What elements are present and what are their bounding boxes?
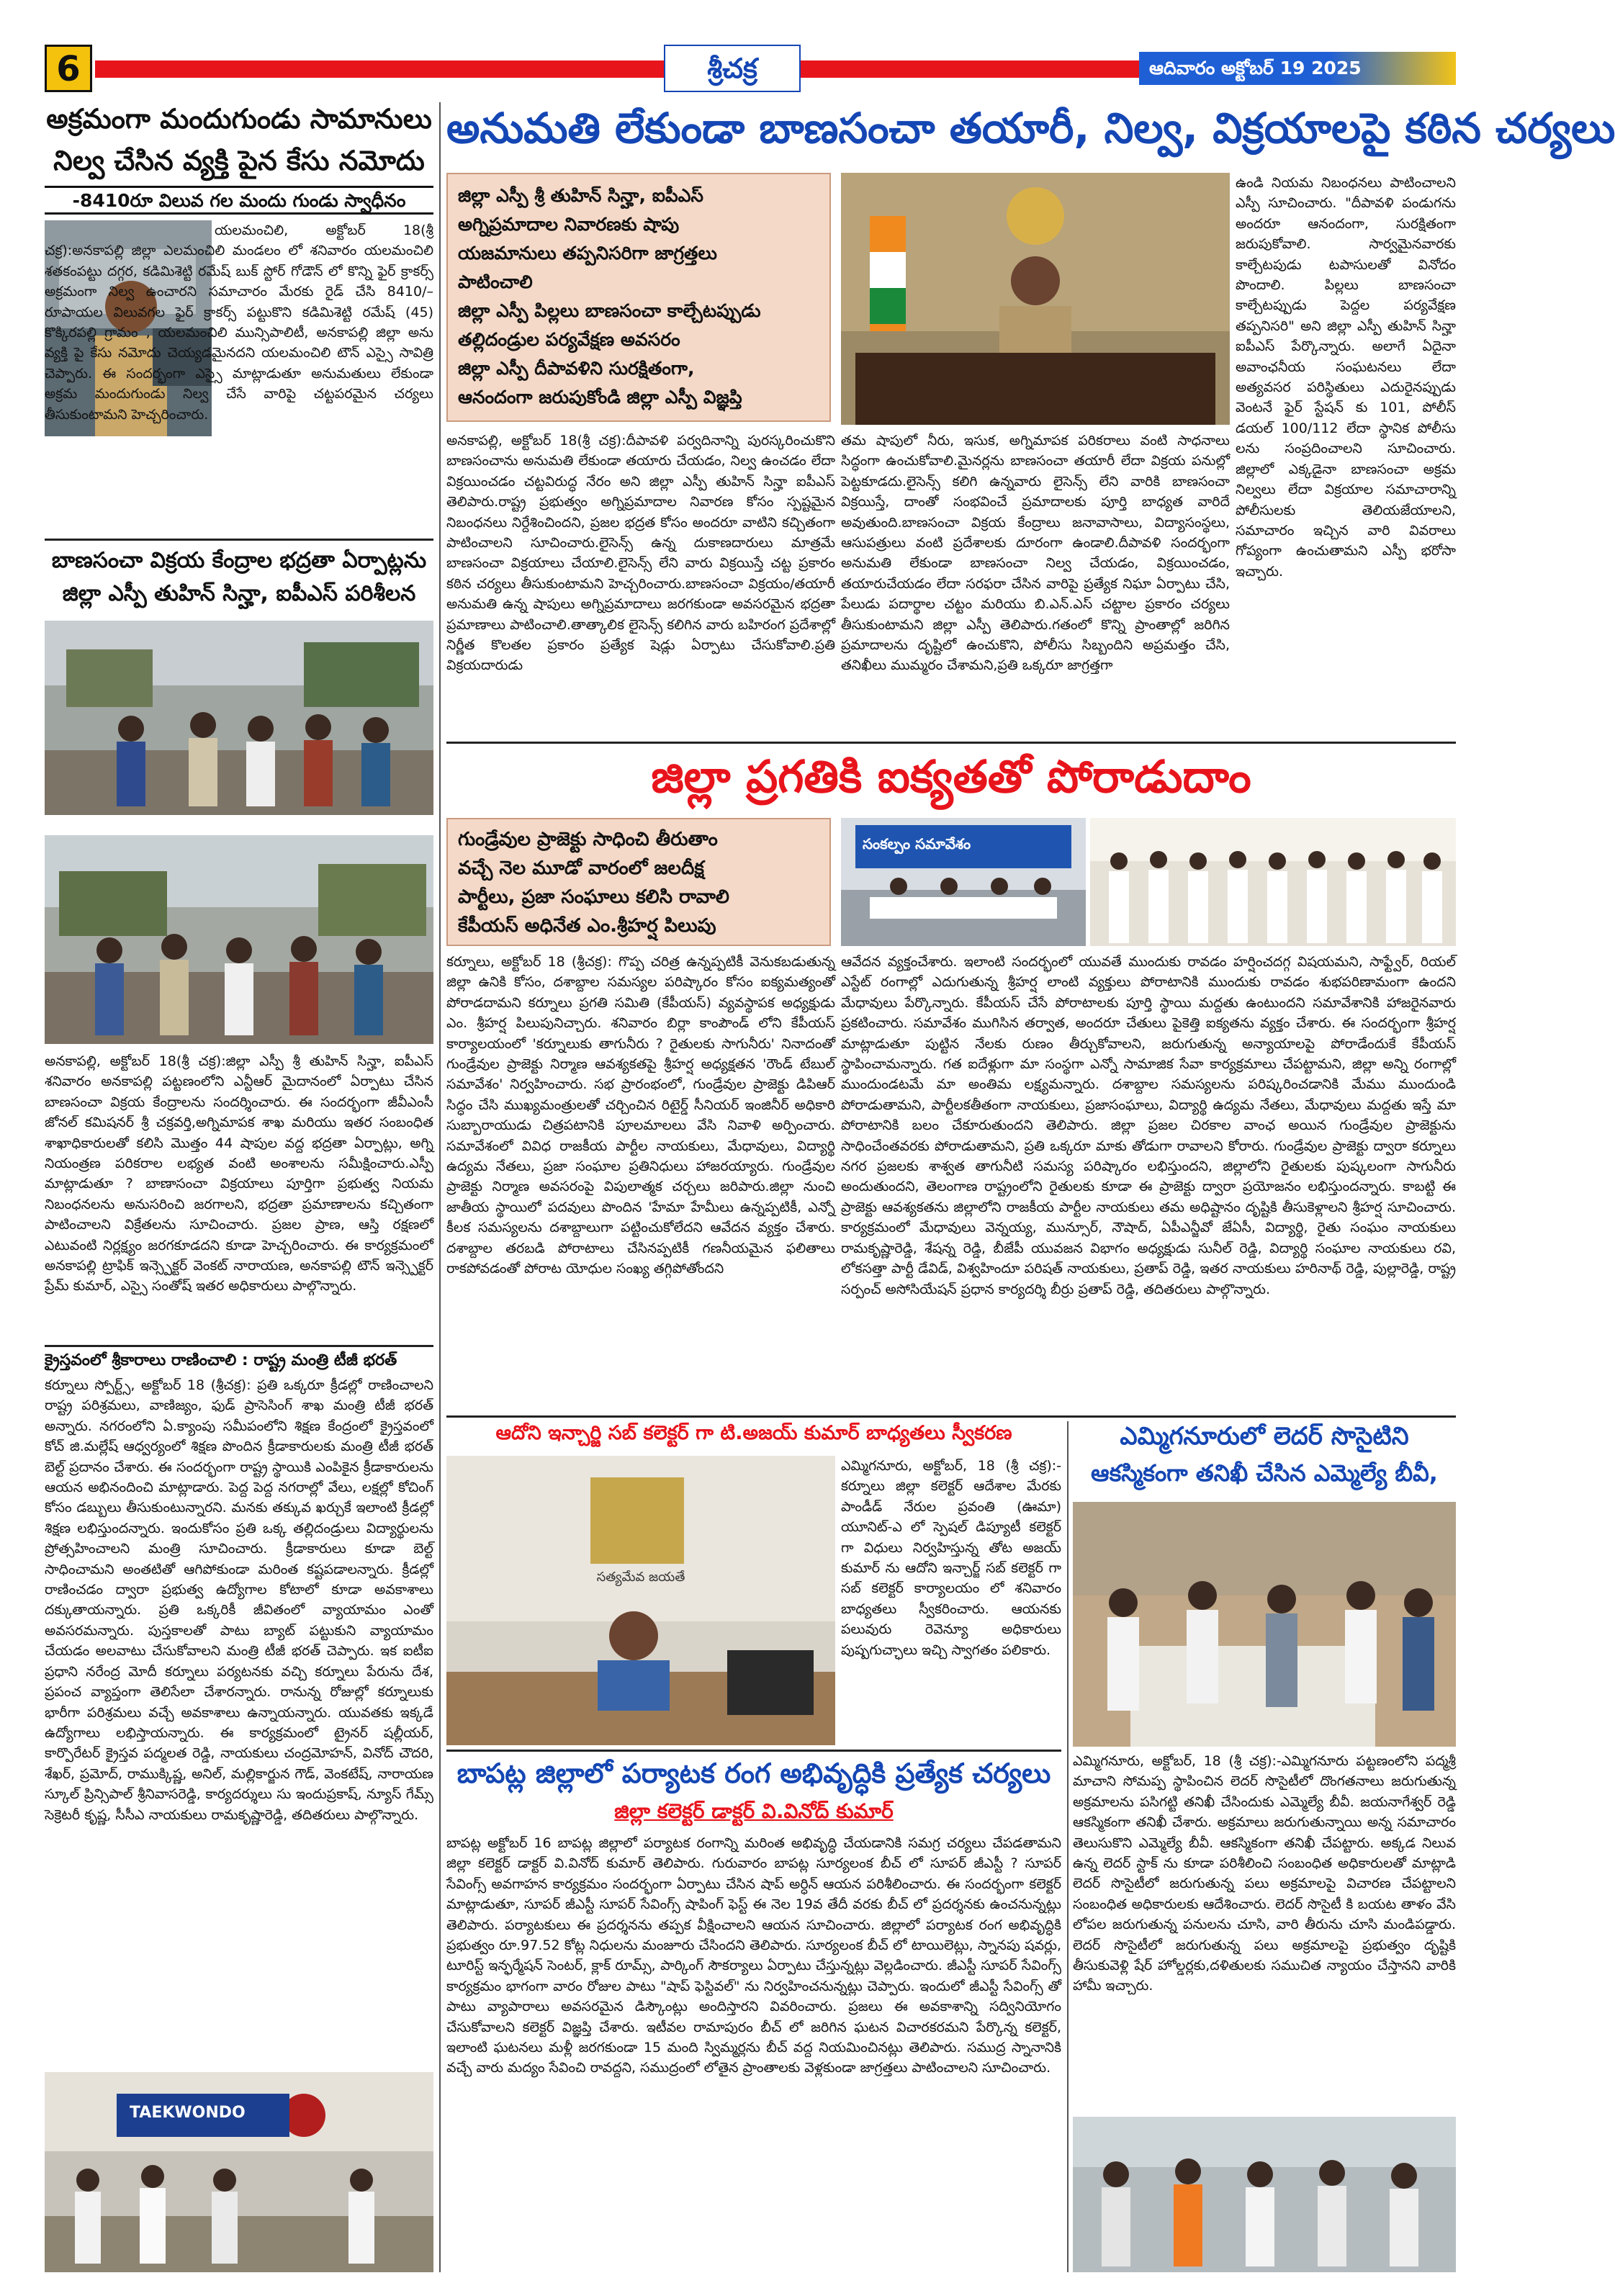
story7-photo — [1073, 1502, 1456, 1747]
story1-headline-1: అక్రమంగా మందుగుండు సామానులు — [46, 103, 432, 135]
story5-box-line: వచ్చే నెల మూడో వారంలో జలదీక్ష — [458, 857, 704, 879]
story4-divider — [446, 742, 1456, 744]
column-rule-left — [439, 102, 441, 2272]
story4-body-right: ఉండి నియమ నిబంధనలు పాటించాలని ఎస్పీ సూచించారు. "దీపావళి పండుగను అందరూ ఆనందంగా, సురక్షితంగా జరుపుకోవాలి. సార్వమైనవారకు కాల్చేటపుడు టపాసులతో వినోదం పొందాలి. పిల్లలు బాణసంచా కాల్చేటప్పుడు పెద్దల పర్యవేక్షణ తప్పనిసరి" అని జిల్లా ఎస్పీ తుహిన్ సిన్హా ఐపీఎస్ పేర్కొన్నారు. అలాగే ఏదైనా అవాంఛనీయ సంఘటనలు లేదా అత్యవసర పరిస్థితులు ఎదురైనప్పుడు వెంటనే ఫైర్ స్టేషన్ కు 101, పోలీస్ డయల్ 100/112 లేదా స్థానిక పోలీసు లను సంప్రదించాలని సూచించారు. జిల్లాలో ఎక్కడైనా బాణసంచా అక్రమ నిల్వలు లేదా విక్రయాల సమాచారాన్ని పోలీసులకు తెలియజేయాలని, సమాచారం ఇచ్చిన వారి వివరాలు గోప్యంగా ఉంచుతామని ఎస్పీ భరోసా ఇచ్చారు. — [1236, 175, 1456, 580]
story4-photo — [841, 173, 1230, 425]
story4-body-left: అనకాపల్లి, అక్టోబర్ 18(శ్రీ చక్ర):దీపావళి పర్వదినాన్ని పురస్కరించుకొని బాణసంచాను అనుమతి లేకుండా తయారు చేయడం, నిల్వ ఉంచడం లేదా విక్రయించడం చట్టవిరుద్ధ నేరం అని జిల్లా ఎస్పీ తుహిన్ సిన్హా ఐపీఎస్ తెలిపారు.రాష్ట్ర ప్రభుత్వం అగ్నిప్రమాదాల నివారణ కోసం స్పష్టమైన నిబంధనలు నిర్దేశించిందని, ప్రజల భద్రత కోసం అందరూ వాటిని కచ్చితంగా పాటించాలని సూచించారు.లైసెన్స్ ఉన్న దుకాణదారులు మాత్రమే బాణసంచా విక్రయాలు చేయాలి.లైసెన్స్ లేని వారు విక్రయిస్తే చట్ట ప్రకారం కఠిన చర్యలు తీసుకుంటామని హెచ్చరించారు.బాణసంచా విక్రయం/తయారీ అనుమతి ఉన్న షాపులు అగ్నిప్రమాదాలు జరగకుండా అవసరమైన భద్రతా ప్రమాణాలు పాటించాలి.తాత్కాలిక లైసెన్స్ కలిగిన వారు బహిరంగ ప్రదేశాల్లో నిర్ణీత కొలతల ప్రకారం ప్రత్యేక షెడ్లు ఏర్పాటు చేసుకోవాలి.ప్రతి విక్రయదారుడు — [446, 433, 835, 674]
story4-box-line: జిల్లా ఎస్పీ దీపావళిని సురక్షితంగా, — [458, 358, 695, 379]
story4-box-line: జిల్లా ఎస్పీ శ్రీ తుహిన్ సిన్హా, ఐపీఎస్ — [458, 185, 703, 206]
photo-banner-label: TAEKWONDO — [130, 2104, 246, 2122]
masthead-date: ఆదివారం అక్టోబర్ 19 2025 — [1149, 58, 1362, 78]
story7-photo-2 — [1073, 2117, 1456, 2272]
story5-box-line: పార్టీలు, ప్రజా సంఘాలు కలిసి రావాలి — [458, 886, 729, 908]
story5-body-right: ఆవేదన వ్యక్తంచేశారు. ఇలాంటి సందర్భంలో యువతే ముందుకు రావడం హర్షించదగ్గ విషయమని, సాఫ్ట్వేర్, రియల్ ఎస్టేట్ రంగాల్లో ఎదుగుతున్న శ్రీహర్ష లాంటి వ్యక్తులు పోరాటానికి ముందుకు రావడం శుభపరిణామంగా ఉందని మేధావులు పేర్కొన్నారు. కేపీయస్ చేసే పోరాటాలకు పూర్తి స్థాయి మద్దతు ఉంటుందని సమావేశానికి హాజరైనవారు ప్రకటించారు. సమావేశం ముగిసిన తర్వాత, అందరూ చేతులు పైకెత్తి ఐక్యతను వ్యక్తం చేశారు. ఈ సందర్భంగా శ్రీహర్ష మాట్లాడుతూ పుట్టిన నేలకు రుణం తీర్చుకోవాలని, జరుగుతున్న అన్యాయాలపై పోరాడేందుకే కేపీయస్ స్థాపించామన్నారు. గత ఐదేళ్లుగా మా సంస్థగా ఎన్నో సామాజిక సేవా కార్యక్రమాలు చేపట్టామని, జిల్లా అన్ని రంగాల్లో ముందుండటమే మా అంతిమ లక్ష్యమన్నారు. దశాబ్దాల సమస్యలను పరిష్కరించడానికి మేము ముందుండి పోరాడుతామని, పార్టీలకతీతంగా నాయకులు, ప్రజాసంఘాలు, విద్యార్థి ఉద్యమ నేతలు, మేధావులు మద్దతు ఇస్తే మా పోరాటానికి బలం చేకూరుతుందని తెలిపారు. జిల్లా ప్రజల చిరకాల వాంఛ అయిన గుండ్రేవుల ప్రాజెక్టును సాధించేంతవరకు పోరాడుతామని, ప్రతి ఒక్కరూ మాకు తోడుగా రావాలని కోరారు. గుండ్రేవుల ప్రాజెక్టు ద్వారా కర్నూలు నగర ప్రజలకు శాశ్వత తాగునీటి సమస్య పరిష్కారం లభిస్తుందని, జిల్లాలోని రైతులకు పుష్కలంగా సాగునీరు అందుతుందని, తెలంగాణ రాష్ట్రంలోని రైతులకు కూడా ఈ ప్రాజెక్టు ద్వారా ప్రయోజనం లభిస్తుందన్నారు. కాబట్టి ఈ ప్రాజెక్టు ఆవశ్యకతను జిల్లాలోని రాజకీయ పార్టీల నాయకులు తమ అధిష్టానం దృష్టికి తీసుకెళ్లాలని శ్రీహర్ష సూచించారు. కార్యక్రమంలో మేధావులు వెన్నయ్య, మున్సూర్, నౌషాద్, ఏపీఎన్జీవో జేఏసీ, విద్యార్థి, రైతు సంఘం నాయకులు రామకృష్ణారెడ్డి, శేషన్న రెడ్డి, బీజేపీ యువజన విభాగం అధ్యక్షుడు సునీల్ రెడ్డి, విద్యార్థి సంఘాల నాయకులు రవి, లోకసత్తా పార్టీ డేవిడ్, విశ్వహిందూ పరిషత్ నాయకులు, ప్రతాప్ రెడ్డి, ఇతర నాయకులు హరినాథ్ రెడ్డి, పుల్లారెడ్డి, రాష్ట్ర సర్పంచ్ అసోసియేషన్ ప్రధాన కార్యదర్శి బీర్రు ప్రతాప్ రెడ్డి, తదితరులు పాల్గొన్నారు. — [841, 954, 1456, 1297]
story4-headline: అనుమతి లేకుండా బాణసంచా తయారీ, నిల్వ, విక్రయాలపై కఠిన చర్యలు — [446, 104, 1615, 153]
story1-headline-2: నిల్వ చేసిన వ్యక్తి పైన కేసు నమోదు — [53, 145, 425, 176]
story7-body: ఎమ్మిగనూరు, అక్టోబర్, 18 (శ్రీ చక్ర):-ఎమ్మిగనూరు పట్టణంలోని పద్మశ్రీ మాచాని సోమప్ప స్థాపించిన లెదర్ సొసైటీలో దొంగతనాలు జరుగుతున్న అక్రమాలను పసిగట్టి తనిఖీ చేసిందుకు ఎమ్మెల్యే బీవీ. జయనాగేశ్వర్ రెడ్డి ఆకస్మికంగా తనిఖీ చేశారు. అక్రమాలు జరుగుతున్నాయి అన్న సమాచారం తెలుసుకొని ఎమ్మెల్యే బీవీ. ఆకస్మికంగా తనిఖీ చేపట్టారు. అక్కడ నిలువ ఉన్న లెదర్ స్టాక్ ను కూడా పరిశీలించి సంబంధిత అధికారులతో మాట్లాడి లెదర్ సొసైటీలో జరుగుతున్న పలు అక్రమాలపై విచారణ చేపట్టాలని సంబంధిత అధికారులకు ఆదేశించారు. లెదర్ సొసైటీ కి బయట తాళం వేసి లోపల జరుగుతున్న పనులను చూసి, వారి తీరును చూసి మండిపడ్డారు. లెదర్ సొసైటీలో జరుగుతున్న పలు అక్రమాలపై ప్రభుత్వం దృష్టికి తీసుకువెళ్లి షేర్ హోల్డర్లకు,దళితులకు సముచిత న్యాయం చేస్తానని వారికి హామీ ఇచ్చారు. — [1073, 1753, 1456, 1994]
story2-headline-1: బాణసంచా విక్రయ కేంద్రాల భద్రతా ఏర్పాట్లను — [51, 548, 427, 573]
masthead-date-bar — [1139, 52, 1456, 85]
story6-body: ఎమ్మిగనూరు, అక్టోబర్, 18 (శ్రీ చక్ర):-కర్నూలు జిల్లా కలెక్టర్ ఆదేశాల మేరకు పాండీడ్ నేరుల ప్రవంతి (ఊమా) యూనిట్-ఎ లో స్పెషల్ డిప్యూటీ కలెక్టర్ గా విధులు నిర్వహిస్తున్న తోట అజయ్ కుమార్ ను ఆదోని ఇన్చార్జ్ సబ్ కలెక్టర్ గా సబ్ కలెక్టర్ కార్యాలయం లో శనివారం బాధ్యతలు స్వీకరించారు. ఆయనకు పలువురు రెవెన్యూ అధికారులు పుష్పగుచ్ఛాలు ఇచ్చి స్వాగతం పలికారు. — [841, 1458, 1061, 1658]
story7-headline-2: ఆకస్మికంగా తనిఖీ చేసిన ఎమ్మెల్యే బీవీ, — [1091, 1459, 1438, 1487]
story4-box-line: ఆనందంగా జరుపుకోండి జిల్లా ఎస్పీ విజ్ఞప్తి — [458, 387, 742, 408]
story4-box-line: పాటించాలి — [458, 271, 533, 292]
story8-headline: బాపట్ల జిల్లాలో పర్యాటక రంగ అభివృద్ధికి ప్రత్యేక చర్యలు — [456, 1757, 1051, 1789]
story1-subhead: -8410రూ విలువ గల మందు గుండు స్వాధీనం — [72, 190, 406, 211]
story5-body-left: కర్నూలు, అక్టోబర్ 18 (శ్రీచక్ర): గొప్ప చరిత్ర ఉన్నప్పటికీ వెనుకబడుతున్న జిల్లా ఉనికి కోసం, దశాబ్దాల సమస్యల పరిష్కారం కోసం ఐక్యమత్యంతో పోరాడదామని కర్నూలు ప్రగతి సమితి (కేపీయస్) వ్యవస్థాపక అధ్యక్షుడు ఎం. శ్రీహర్ష పిలుపునిచ్చారు. శనివారం బిర్లా కాంపౌండ్ లోని కేపీయస్ కార్యాలయంలో 'కర్నూలుకు తాగునీరు ? రైతులకు సాగునీరు' నినాదంతో గుండ్రేవుల ప్రాజెక్టు నిర్మాణ ఆవశ్యకతపై శ్రీహర్ష అధ్యక్షతన 'రౌండ్ టేబుల్ సమావేశం' నిర్వహించారు. సభ ప్రారంభంలో, గుండ్రేవుల ప్రాజెక్టు డిపిఆర్ సిద్ధం చేసి ముఖ్యమంత్రులతో చర్చించిన రిటైర్డ్ సీనియర్ ఇంజినీర్ అధికారి సుబ్బారాయుడు చిత్రపటానికి పూలమాలలు వేసి నివాళి అర్పించారు. సమావేశంలో వివిధ రాజకీయ పార్టీల నాయకులు, మేధావులు, విద్యార్థి ఉద్యమ నేతలు, ప్రజా సంఘాల ప్రతినిధులు హాజరయ్యారు. గుండ్రేవుల ప్రాజెక్టు నిర్మాణ అవసరంపై విపులాత్మక చర్చలు జరిపారు.జిల్లా నుంచి జాతీయ స్థాయిలో పదవులు పొందిన 'హేమా హేమీలు ఉన్నప్పటికీ, ఎన్నో కీలక సమస్యలను దశాబ్దాలుగా పట్టించుకోలేదని ఆవేదన వ్యక్తం చేశారు. దశాబ్దాల తరబడి పోరాటాలు చేసినప్పటికీ గణనీయమైన ఫలితాలు రాకపోవడంతో పోరాట యోధుల సంఖ్య తగ్గిపోతోందని — [446, 954, 835, 1277]
story4-box-line: తల్లిదండ్రుల పర్యవేక్షణ అవసరం — [458, 329, 680, 350]
story5-box-line: గుండ్రేవుల ప్రాజెక్టు సాధించి తీరుతాం — [458, 829, 718, 850]
story4-box-line: యజమానులు తప్పనిసరిగా జాగ్రత్తలు — [458, 243, 717, 264]
story2-body: అనకాపల్లి, అక్టోబర్ 18(శ్రీ చక్ర):జిల్లా ఎస్పీ శ్రీ తుహిన్ సిన్హా, ఐపీఎస్ శనివారం అనకాపల్లి పట్టణంలోని ఎన్టీఆర్ మైదానంలో ఏర్పాటు చేసిన బాణసంచా విక్రయ కేంద్రాలను సందర్శించారు. ఈ సందర్భంగా జీవీఎంసీ జోనల్ కమిషనర్ శ్రీ చక్రవర్తి,అగ్నిమాపక శాఖ మరియు ఇతర సంబంధిత శాఖాధికారులతో కలిసి మొత్తం 44 షాపుల వద్ద భద్రతా ఏర్పాట్లు, అగ్ని నియంత్రణ పరికరాల లభ్యత వంటి అంశాలను సమీక్షించారు.ఎస్పీ మాట్లాడుతూ ? బాణాసంచా విక్రయాలు పూర్తిగా ప్రభుత్వ నియమ నిబంధనలను అనుసరించి జరగాలని, భద్రతా ప్రమాణాలను కచ్చితంగా పాటించాలని విక్రేతలను సూచించారు. ప్రజల ప్రాణ, ఆస్తి రక్షణలో ఎటువంటి నిర్లక్ష్యం జరగకూడదని కూడా హెచ్చరించారు. ఈ కార్యక్రమంలో అనకాపల్లి ట్రాఫిక్ ఇన్స్పెక్టర్ వెంకట్ నారాయణ, అనకాపల్లి టౌన్ ఇన్స్పెక్టర్ ప్రేమ్ కుమార్, ఎస్సై సంతోష్ ఇతర అధికారులు పాల్గొన్నారు. — [45, 1053, 433, 1295]
logo-text: శ్రీచక్ర — [707, 53, 757, 84]
story2-headline-2: జిల్లా ఎస్పీ తుహిన్ సిన్హా, ఐపీఎస్ పరిశీలన — [62, 581, 416, 606]
story5-box-line: కేపీయస్ అధినేత ఎం.శ్రీహర్ష పిలుపు — [458, 915, 716, 937]
story1-subhead-box — [45, 186, 433, 215]
column-rule-right — [1067, 1421, 1069, 2272]
story5-headline: జిల్లా ప్రగతికి ఐక్యతతో పోరాడుదాం — [651, 750, 1251, 803]
story5-banner-text: సంకల్పం సమావేశం — [863, 835, 971, 852]
story3-headline: క్రైస్తవంలో శ్రీకారాలు రాణించాలి : రాష్ట్ర మంత్రి టీజీ భరత్ — [45, 1351, 397, 1369]
story7-headline-1: ఎమ్మిగనూరులో లెదర్ సొసైటిని — [1120, 1422, 1409, 1451]
story8-subhead: జిల్లా కలెక్టర్ డాక్టర్ వి.వినోద్ కుమార్ — [614, 1799, 894, 1823]
story1-divider — [45, 539, 433, 541]
story6-divider — [446, 1750, 1061, 1752]
story5-divider — [446, 1415, 1456, 1418]
story4-box-line: అగ్నిప్రమాదాల నివారణకు షాపు — [458, 214, 680, 235]
story8-body: బాపట్ల అక్టోబర్ 16 బాపట్ల జిల్లాలో పర్యాటక రంగాన్ని మరింత అభివృద్ధి చేయడానికి సమగ్ర చర్యలు చేపడతామని జిల్లా కలెక్టర్ డాక్టర్ వి.వినోద్ కుమార్ తెలిపారు. గురువారం బాపట్ల సూర్యలంక బీచ్ లో సూపర్ జీఎస్టీ ? సూపర్ సేవింగ్స్ అవగాహన కార్యక్రమం సందర్భంగా ఏర్పాటు చేసిన షాప్ అర్ధిన్ ఆయన పరిశీలించారు. ఈ సందర్భంగా కలెక్టర్ మాట్లాడుతూ, సూపర్ జీఎస్టీ సూపర్ సేవింగ్స్ షాపింగ్ ఫెస్ట్ ఈ నెల 19వ తేదీ వరకు బీచ్ లో ప్రదర్శనకు ఉంచనున్నట్లు తెలిపారు. పర్యాటకులు ఈ ప్రదర్శనను తప్పక వీక్షించాలని ఆయన సూచించారు. జిల్లాలో పర్యాటక రంగ అభివృద్ధికి ప్రభుత్వం రూ.97.52 కోట్ల నిధులను మంజూరు చేసిందని తెలిపారు. సూర్యలంక బీచ్ లో టాయిలెట్లు, స్నానపు షవర్లు, టూరిస్ట్ ఇన్ఫర్మేషన్ సెంటర్, క్లాక్ రూమ్స్, పార్కింగ్ సౌకర్యాలు ఏర్పాటు చేస్తున్నట్లు వెల్లడించారు. జీఎస్టీ సూపర్ సేవింగ్స్ కార్యక్రమం భాగంగా వారం రోజుల పాటు "షాప్ ఫెస్టివల్" ను నిర్వహించనున్నట్లు చెప్పారు. ఇందులో జీఎస్టీ సేవింగ్స్ తో పాటు వ్యాపారాలు అవసరమైన డిస్కౌంట్లు అందిస్తారని వివరించారు. ప్రజలు ఈ అవకాశాన్ని సద్వినియోగం చేసుకోవాలని కలెక్టర్ విజ్ఞప్తి చేశారు. ఇటీవల రామాపురం బీచ్ లో జరిగిన ఘటన విచారకరమని పేర్కొన్న కలెక్టర్, ఇలాంటి ఘటనలు మళ్లీ జరగకుండా 15 మంది స్విమ్మర్లను బీచ్ వద్ద నియమించినట్లు తెలిపారు. సముద్ర స్నానానికి వచ్చే వారు మద్యం సేవించి రావద్దని, సముద్రంలో లోతైన ప్రాంతాలకు వెళ్లకుండా జాగ్రత్తలు పాటించాలని సూచించారు. — [446, 1835, 1061, 2076]
story5-photo-1 — [841, 818, 1086, 946]
story3-body: కర్నూలు స్పోర్ట్స్, అక్టోబర్ 18 (శ్రీచక్ర): ప్రతి ఒక్కరూ క్రీడల్లో రాణించాలని రాష్ట్ర పరిశ్రమలు, వాణిజ్యం, ఫుడ్ ప్రాసెసింగ్ శాఖ మంత్రి టీజీ భరత్ అన్నారు. నగరంలోని ఏ.క్యాంపు సమీపంలోని శిక్షణ కేంద్రంలో క్రైస్తవంలో కోచ్ జి.మల్లేష్ ఆధ్వర్యంలో శిక్షణ పొందిన క్రీడాకారులకు మంత్రి టీజీ భరత్ బెల్ట్ ప్రదానం చేశారు. ఈ సందర్భంగా రాష్ట్ర స్థాయికి ఎంపికైన క్రీడాకారులను ఆయన అభినందించి మాట్లాడారు. పెద్ద పెద్ద నగరాల్లో వేలు, లక్షల్లో కోచింగ్ కోసం డబ్బులు తీసుకుంటున్నారని. మనకు తక్కువ ఖర్చుకే ఇలాంటి క్రీడల్లో శిక్షణ లభిస్తుందన్నారు. ఇందుకోసం ప్రతి ఒక్క తల్లిదండ్రులు విద్యార్థులను ప్రోత్సహించాలని మంత్రి సూచించారు. క్రీడాకారులు కూడా బెల్ట్ సాధించామని అంతటితో ఆగిపోకుండా మరింత కష్టపడాలన్నారు. క్రీడల్లో రాణించడం ద్వారా ప్రభుత్వ ఉద్యోగాల కోటాలో కూడా అవకాశాలు దక్కుతాయన్నారు. ప్రతి ఒక్కరికీ జీవితంలో వ్యాయామం ఎంతో అవసరమన్నారు. పుస్తకాలతో పాటు బ్యాట్ పట్టుకుని వ్యాయామం చేయడం అలవాటు చేసుకోవాలని మంత్రి టీజీ భరత్ చెప్పారు. ఇక ఐటీఐ ప్రధాని నరేంద్ర మోదీ కర్నూలు పర్యటనకు వచ్చి కర్నూలు పేరును దేశ, ప్రపంచ వ్యాప్తంగా తెలిసేలా చేశారన్నారు. రానున్న రోజుల్లో కర్నూలుకు భారీగా పరిశ్రమలు వచ్చే అవకాశాలు ఉన్నాయన్నారు. యువతకు ఇక్కడే ఉద్యోగాలు లభిస్తాయన్నారు. ఈ కార్యక్రమంలో ట్రైనర్ షల్లీయర్, కార్పొరేటర్ క్రైస్తవ పద్మలత రెడ్డి, నాయకులు చంద్రమోహన్, వినోద్ చౌదరి, శేఖర్, ప్రమోద్, రాముక్కిష్ణ, అనిల్, మల్లికార్జున గౌడ్, వెంకటేష్, నారాయణ స్కూల్ ప్రిన్సిపాల్ శ్రీనివాసరెడ్డి, కార్యదర్శులు సు ఇందుప్రకాష్, న్యూస్ గేమ్స్ సెక్రెటరీ కృష్ణ, సీసీఎ నాయకులు రామకృష్ణారెడ్డి, తదితరులు పాల్గొన్నారు. — [45, 1377, 433, 1823]
story4-box-line: జిల్లా ఎస్పీ పిల్లలు బాణసంచా కాల్చేటప్పుడు — [458, 300, 761, 321]
emblem-caption: సత్యమేవ జయతే — [596, 1570, 685, 1585]
story6-headline: ఆదోని ఇన్చార్జి సబ్ కలెక్టర్ గా టి.అజయ్ కుమార్ బాధ్యతలు స్వీకరణ — [495, 1422, 1012, 1444]
story5-photo-2 — [1090, 818, 1456, 946]
masthead-logo — [664, 45, 801, 92]
page-number-text: 6 — [56, 49, 81, 89]
story1-body: యలమంచిలి, అక్టోబర్ 18(శ్రీ చక్ర):అనకాపల్లి జిల్లా ఎలమంచిలి మండలం లో శనివారం యలమంచిలి శతకంపట్టు దగ్గర, కడిమిశెట్టి రమేష్ బుక్ స్టోర్ గోడౌన్ లో కొన్ని ఫైర్ క్రాకర్స్ అక్రమంగా నిల్వ ఉంచారని సమాచారం మేరకు రైడ్ చేసి 8410/– రూపాయల విలువగల ఫైర్ క్రాకర్స్ పట్టుకొని కడిమిశెట్టి రమేష్ (45) కొక్కిరపల్లి గ్రామం , యలమంచిలి మున్సిపాలిటీ, అనకాపల్లి జిల్లా అను వ్యక్తి పై కేసు నమోదు చెయ్యడమైనదని యలమంచిలి టౌన్ ఎస్సై సావిత్రి చెప్పారు. ఈ సందర్భంగా ఎస్సై మాట్లాడుతూ అనుమతులు లేకుండా అక్రమ మందుగుండు నిల్వ చేసే వారిపై చట్టపరమైన చర్యలు తీసుకుంటామని హెచ్చరించారు. — [45, 222, 433, 423]
page-number — [45, 45, 92, 92]
story5-highlight-box — [446, 818, 831, 946]
story3-photo — [45, 2072, 433, 2272]
masthead — [45, 45, 1456, 92]
story6-photo — [446, 1456, 835, 1745]
story4-body-mid: తమ షాపులో నీరు, ఇసుక, అగ్నిమాపక పరికరాలు వంటి సాధనాలు సిద్ధంగా ఉంచుకోవాలి.మైనర్లను బాణసంచా తయారీ లేదా విక్రయ పనుల్లో పెట్టకూడదు.లైసెన్స్ కలిగి ఉన్నవారు లైసెన్స్ లేని వారికి బాణసంచా విక్రయిస్తే, దాంతో సంభవించే ప్రమాదాలకు పూర్తి బాధ్యత వారిదే అవుతుంది.బాణసంచా విక్రయ కేంద్రాలు జనావాసాలు, విద్యాసంస్థలు, ఆసుపత్రులు వంటి ప్రదేశాలకు దూరంగా ఉండాలి.దీపావళి సందర్భంగా అనుమతి లేకుండా బాణసంచా నిల్వ చేయడం, విక్రయించడం, తయారుచేయడం లేదా సరఫరా చేసిన వారిపై ప్రత్యేక నిఘా ఏర్పాటు చేసి, పేలుడు పదార్థాల చట్టం మరియు బి.ఎన్.ఎస్ చట్టాల ప్రకారం చర్యలు తీసుకుంటామని జిల్లా ఎస్పీ తెలిపారు.గతంలో కొన్ని ప్రాంతాల్లో జరిగిన ప్రమాదాలను దృష్టిలో ఉంచుకొని, పోలీసు సిబ్బందిని అప్రమత్తం చేసి, తనిఖీలు ముమ్మరం చేశామని,ప్రతి ఒక్కరూ జాగ్రత్తగా — [841, 433, 1230, 674]
story4-highlight-box — [446, 173, 831, 422]
story2-divider — [45, 1345, 433, 1347]
story2-photo-1 — [45, 621, 433, 815]
story2-photo-2 — [45, 835, 433, 1044]
